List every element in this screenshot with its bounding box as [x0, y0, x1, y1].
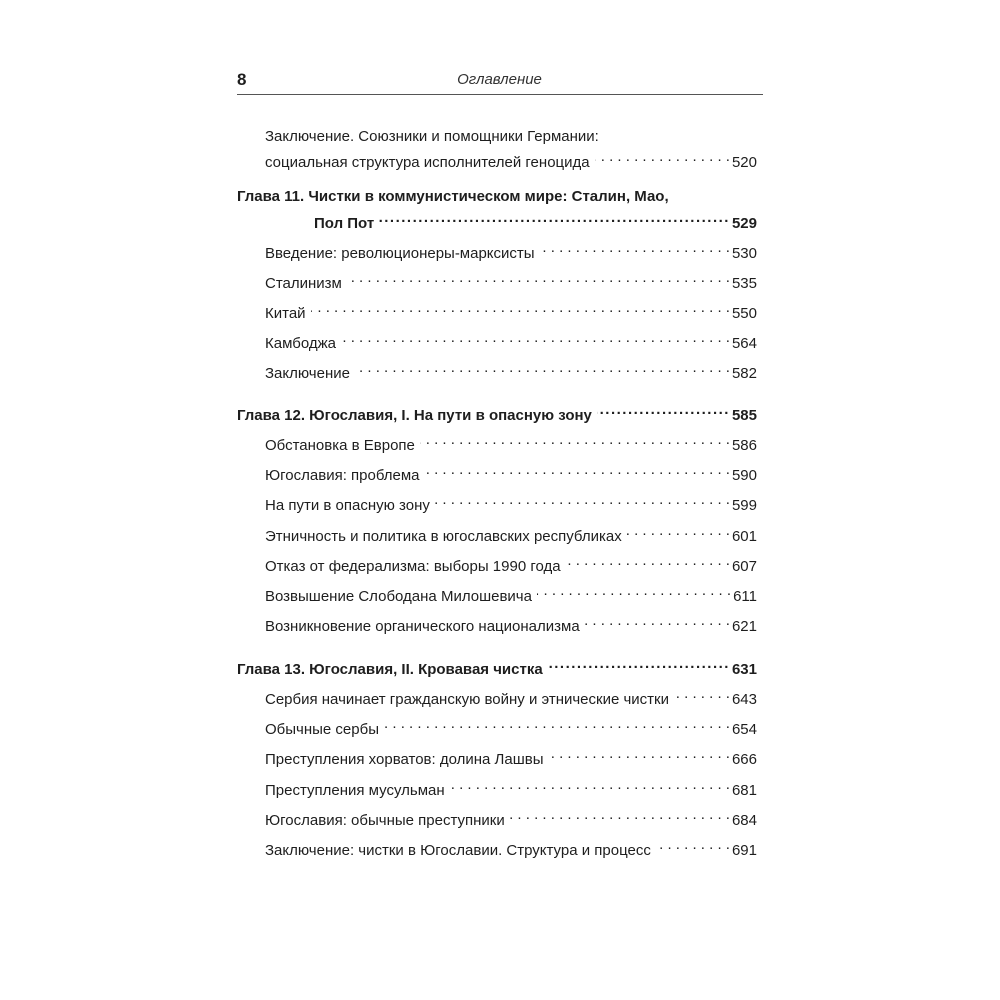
toc-entry-title: Югославия: обычные преступники — [265, 812, 505, 829]
toc-chapter-title: Глава 13. Югославия, II. Кровавая чистка — [237, 661, 543, 678]
toc-entry-page: 590 — [731, 467, 757, 484]
toc-entry[interactable] — [265, 297, 757, 324]
toc-entry-title: Заключение — [265, 365, 350, 382]
page-number: 8 — [237, 70, 247, 89]
toc-entry-page: 530 — [731, 245, 757, 262]
toc-entry-title: Югославия: проблема — [265, 467, 420, 484]
toc-entry-page: 681 — [731, 782, 757, 799]
toc-entry-page: 535 — [731, 275, 757, 292]
header-rule — [237, 94, 763, 95]
toc-entry[interactable] — [265, 610, 757, 637]
dot-leader — [379, 207, 730, 228]
toc-entry-page: 607 — [731, 558, 757, 575]
toc-entry-title: Этничность и политика в югославских республиках — [265, 528, 622, 545]
toc-entry[interactable] — [265, 267, 757, 294]
dot-leader — [656, 834, 730, 855]
toc-entry-title: Заключение: чистки в Югославии. Структура и процесс — [265, 842, 651, 859]
toc-entry-page: 586 — [731, 437, 757, 454]
toc-entry-title: социальная структура исполнителей геноцида — [265, 154, 590, 171]
toc-entry-page: 520 — [731, 154, 757, 171]
toc-entry-title: Преступления хорватов: долина Лашвы — [265, 751, 544, 768]
toc-entry-page: 691 — [731, 842, 757, 859]
dot-leader — [585, 610, 730, 631]
dot-leader — [540, 237, 730, 258]
toc-entry[interactable] — [265, 683, 757, 710]
toc-entry-page: 550 — [731, 305, 757, 322]
toc-chapter-13[interactable] — [237, 653, 757, 680]
running-title: Оглавление — [457, 71, 542, 88]
dot-leader — [548, 653, 730, 674]
toc-entry-page: 564 — [731, 335, 757, 352]
toc-entry[interactable] — [265, 580, 757, 607]
dot-leader — [627, 520, 730, 541]
toc-entry[interactable] — [265, 743, 757, 770]
toc-entry-page: 684 — [731, 812, 757, 829]
toc-entry-page: 599 — [731, 497, 757, 514]
toc-entry[interactable] — [265, 327, 757, 354]
toc-entry-title: Сербия начинает гражданскую войну и этнические чистки — [265, 691, 669, 708]
toc-entry-page: 582 — [731, 365, 757, 382]
toc-entry-title: Обстановка в Европе — [265, 437, 415, 454]
dot-leader — [674, 683, 730, 704]
toc-entry-title: Сталинизм — [265, 275, 342, 292]
toc-entry-title: Отказ от федерализма: выборы 1990 года — [265, 558, 561, 575]
dot-leader — [420, 429, 730, 450]
toc-entry[interactable] — [265, 774, 757, 801]
toc-entry-title: На пути в опасную зону — [265, 497, 430, 514]
dot-leader — [549, 743, 730, 764]
dot-leader — [341, 327, 730, 348]
dot-leader — [537, 580, 731, 601]
toc-entry-title: Китай — [265, 305, 306, 322]
toc-entry-title: Возвышение Слободана Милошевича — [265, 588, 532, 605]
dot-leader — [425, 459, 730, 480]
toc-chapter-11-line1: Глава 11. Чистки в коммунистическом мире: Сталин, Мао, — [237, 188, 669, 205]
dot-leader — [595, 146, 730, 167]
dot-leader — [450, 774, 730, 795]
toc-entry[interactable] — [265, 804, 757, 831]
toc-entry[interactable] — [265, 550, 757, 577]
toc-entry[interactable] — [265, 713, 757, 740]
toc-entry[interactable] — [265, 834, 757, 861]
toc-entry[interactable] — [265, 357, 757, 384]
toc-entry-title: Возникновение органического национализма — [265, 618, 580, 635]
toc-entry-title: Обычные сербы — [265, 721, 379, 738]
dot-leader — [435, 489, 730, 510]
toc-chapter-11[interactable] — [314, 207, 757, 234]
toc-entry-title: Преступления мусульман — [265, 782, 445, 799]
dot-leader — [566, 550, 730, 571]
toc-entry-page: 643 — [731, 691, 757, 708]
toc-entry-page: 611 — [733, 588, 757, 605]
toc-entry-page: 666 — [731, 751, 757, 768]
toc-chapter-12[interactable] — [237, 399, 757, 426]
toc-entry[interactable] — [265, 459, 757, 486]
toc-chapter-title: Пол Пот — [314, 215, 375, 232]
toc-entry-prev-conclusion[interactable] — [265, 146, 757, 173]
toc-entry[interactable] — [265, 429, 757, 456]
toc-entry-page: 601 — [731, 528, 757, 545]
dot-leader — [311, 297, 730, 318]
toc-chapter-page: 585 — [731, 407, 757, 424]
toc-chapter-page: 631 — [731, 661, 757, 678]
dot-leader — [510, 804, 730, 825]
page-header — [237, 68, 762, 92]
toc-chapter-page: 529 — [731, 215, 757, 232]
toc-entry-title: Введение: революционеры-марксисты — [265, 245, 535, 262]
toc-entry-title: Камбоджа — [265, 335, 336, 352]
dot-leader — [347, 267, 730, 288]
toc-entry[interactable] — [265, 237, 757, 264]
toc-entry[interactable] — [265, 520, 757, 547]
dot-leader — [384, 713, 730, 734]
toc-entry-prev-conclusion-line1: Заключение. Союзники и помощники Германии: — [265, 128, 599, 145]
toc-chapter-title: Глава 12. Югославия, I. На пути в опасную зону — [237, 407, 592, 424]
toc-entry[interactable] — [265, 489, 757, 516]
dot-leader — [597, 399, 730, 420]
toc-entry-page: 654 — [731, 721, 757, 738]
toc-entry-page: 621 — [731, 618, 757, 635]
dot-leader — [355, 357, 730, 378]
